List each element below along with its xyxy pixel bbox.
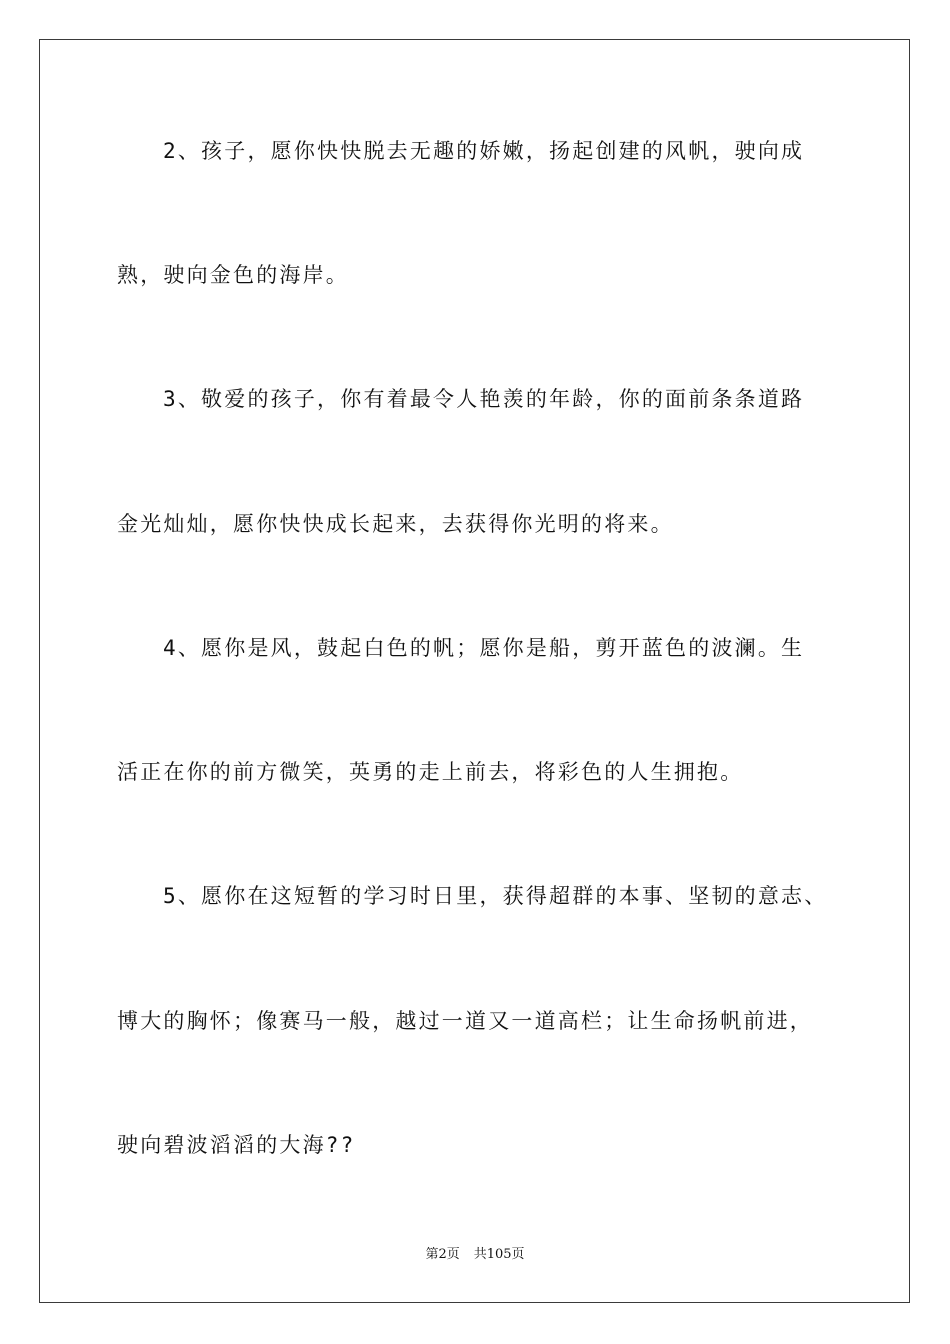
paragraph-5-line-2: 博大的胸怀；像赛马一般，越过一道又一道高栏；让生命扬帆前进， (117, 1009, 813, 1033)
paragraph-4-line-1: 4、愿你是风，鼓起白色的帆；愿你是船，剪开蓝色的波澜。生 (163, 636, 805, 660)
paragraph-5-line-3: 驶向碧波滔滔的大海?? (117, 1133, 356, 1157)
page-frame (39, 39, 910, 1303)
page-footer (0, 1247, 950, 1263)
total-pages: 共105页 (473, 1247, 525, 1262)
page-number: 第2页 (425, 1247, 460, 1262)
paragraph-3-line-2: 金光灿灿，愿你快快成长起来，去获得你光明的将来。 (117, 512, 674, 536)
paragraph-5-line-1: 5、愿你在这短暂的学习时日里，获得超群的本事、坚韧的意志、 (163, 884, 828, 908)
paragraph-3-line-1: 3、敬爱的孩子，你有着最令人艳羡的年龄，你的面前条条道路 (163, 387, 805, 411)
paragraph-2-line-2: 熟，驶向金色的海岸。 (117, 263, 349, 287)
paragraph-4-line-2: 活正在你的前方微笑，英勇的走上前去，将彩色的人生拥抱。 (117, 760, 744, 784)
paragraph-2-line-1: 2、孩子，愿你快快脱去无趣的娇嫩，扬起创建的风帆，驶向成 (163, 139, 805, 163)
